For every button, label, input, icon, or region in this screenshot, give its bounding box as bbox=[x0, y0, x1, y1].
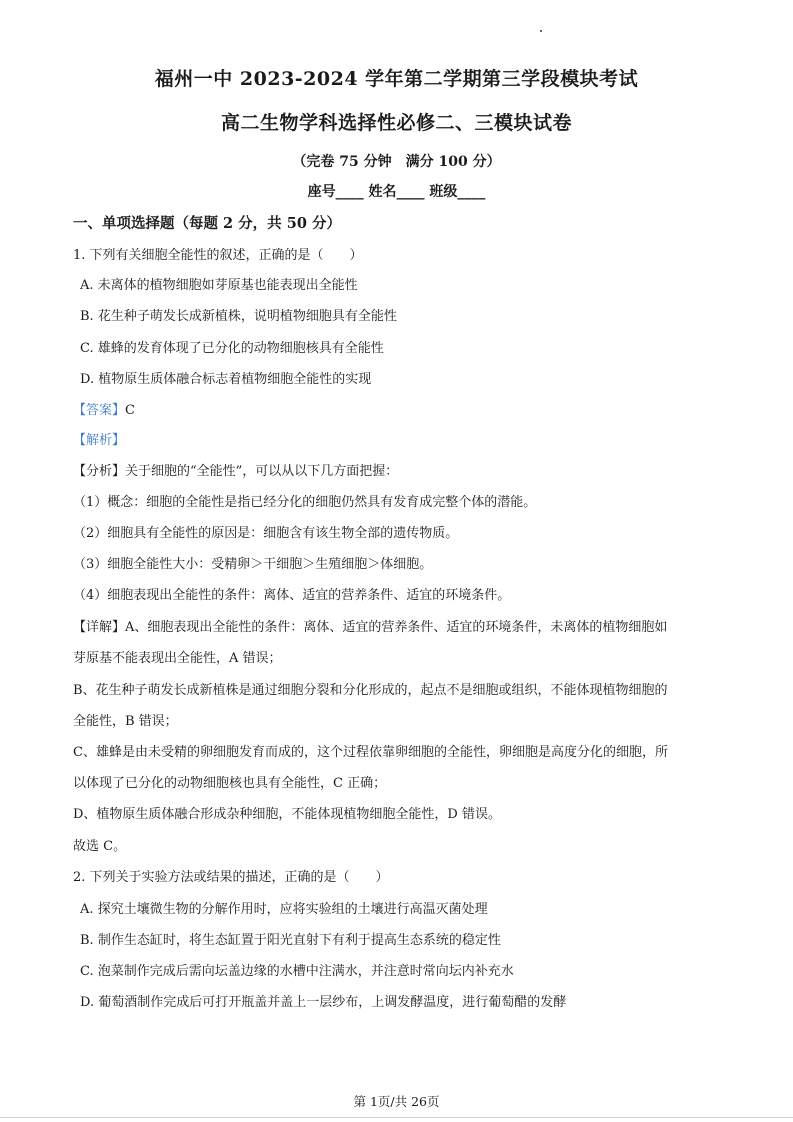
bottom-divider bbox=[0, 1117, 793, 1118]
answer-tag: 【答案】 bbox=[73, 403, 126, 418]
q2-option-d: D. 葡萄酒制作完成后可打开瓶盖并盖上一层纱布，上调发酵温度，进行葡萄醋的发酵 bbox=[80, 995, 567, 1010]
question-2-stem: 2. 下列关于实验方法或结果的描述，正确的是（ ） bbox=[73, 870, 389, 885]
q1-option-a: A. 未离体的植物细胞如芽原基也能表现出全能性 bbox=[80, 278, 358, 293]
analysis-line: 全能性，B 错误； bbox=[73, 714, 178, 729]
analysis-line: D、植物原生质体融合形成杂种细胞，不能体现植物细胞全能性，D 错误。 bbox=[73, 807, 501, 822]
analysis-line: 以体现了已分化的动物细胞核也具有全能性，C 正确； bbox=[73, 776, 387, 791]
analysis-line: 芽原基不能表现出全能性，A 错误； bbox=[73, 651, 282, 666]
q2-option-c: C. 泡菜制作完成后需向坛盖边缘的水槽中注满水，并注意时常向坛内补充水 bbox=[80, 964, 514, 979]
q1-answer bbox=[73, 399, 135, 418]
analysis-line: 【分析】关于细胞的“全能性”，可以从以下几方面把握： bbox=[73, 464, 399, 479]
q2-option-a: A. 探究土壤微生物的分解作用时，应将实验组的土壤进行高温灭菌处理 bbox=[80, 902, 488, 917]
section-title: 一、单项选择题（每题 2 分，共 50 分） bbox=[73, 215, 341, 232]
analysis-line: （2）细胞具有全能性的原因是：细胞含有该生物全部的遗传物质。 bbox=[73, 526, 459, 541]
q1-option-d: D. 植物原生质体融合标志着植物细胞全能性的实现 bbox=[80, 372, 372, 387]
exam-subtitle: 高二生物学科选择性必修二、三模块试卷 bbox=[220, 112, 572, 134]
analysis-line: （4）细胞表现出全能性的条件：离体、适宜的营养条件、适宜的环境条件。 bbox=[73, 588, 511, 603]
student-info-line: 座号____ 姓名____ 班级____ bbox=[307, 184, 486, 200]
answer-value: C bbox=[125, 403, 135, 418]
analysis-line: 【详解】A、细胞表现出全能性的条件：离体、适宜的营养条件、适宜的环境条件，未离体的植物细胞如 bbox=[73, 620, 668, 635]
analysis-line: C、雄蜂是由未受精的卵细胞发育而成的，这个过程依靠卵细胞的全能性，卵细胞是高度分化的细胞，所 bbox=[73, 745, 668, 760]
scan-dot bbox=[540, 30, 542, 32]
analysis-line: （3）细胞全能性大小：受精卵＞干细胞＞生殖细胞＞体细胞。 bbox=[73, 557, 433, 572]
exam-title: 福州一中 2023-2024 学年第二学期第三学段模块考试 bbox=[154, 68, 639, 90]
question-1-stem: 1. 下列有关细胞全能性的叙述，正确的是（ ） bbox=[73, 248, 363, 263]
q1-option-b: B. 花生种子萌发长成新植株，说明植物细胞具有全能性 bbox=[80, 309, 397, 324]
q2-option-b: B. 制作生态缸时，将生态缸置于阳光直射下有利于提高生态系统的稳定性 bbox=[80, 933, 501, 948]
analysis-line: （1）概念：细胞的全能性是指已经分化的细胞仍然具有发育成完整个体的潜能。 bbox=[73, 495, 537, 510]
analysis-line: 故选 C。 bbox=[73, 839, 127, 854]
q1-option-c: C. 雄蜂的发育体现了已分化的动物细胞核具有全能性 bbox=[80, 341, 384, 356]
analysis-tag: 【解析】 bbox=[73, 433, 126, 448]
analysis-line: B、花生种子萌发长成新植株是通过细胞分裂和分化形成的，起点不是细胞或组织，不能体现植物细胞的 bbox=[73, 683, 668, 698]
exam-time-score: （完卷 75 分钟 满分 100 分） bbox=[292, 154, 501, 170]
page-number: 第 1页/共 26页 bbox=[353, 1094, 440, 1109]
